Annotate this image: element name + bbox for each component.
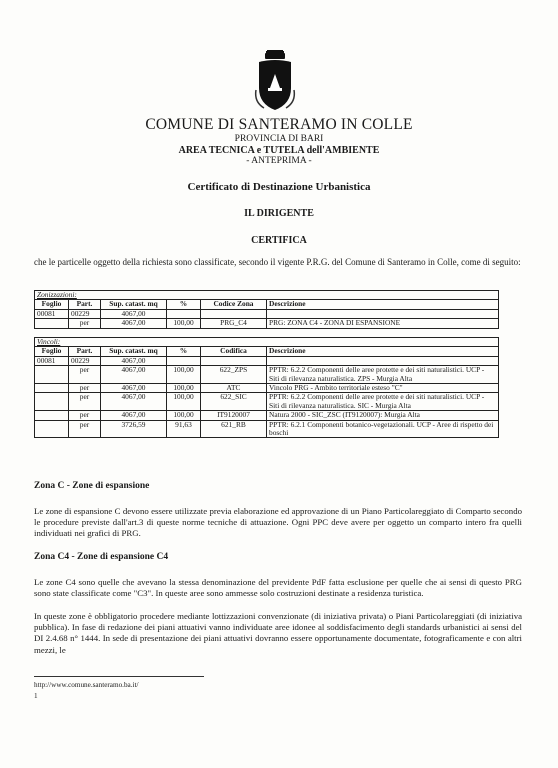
- table-cell: 100,00: [167, 319, 201, 328]
- department-name: AREA TECNICA e TUTELA dell'AMBIENTE: [178, 145, 380, 156]
- certifies-heading: CERTIFICA: [251, 235, 307, 246]
- table-cell: 00229: [69, 309, 101, 318]
- table-cell: [167, 309, 201, 318]
- table-cell: Vincolo PRG - Ambito territoriale esteso "C": [267, 384, 499, 393]
- director-heading: IL DIRIGENTE: [244, 208, 314, 219]
- column-header: Codifica: [201, 347, 267, 356]
- table-cell: 4067,00: [101, 393, 167, 411]
- table-cell: PPTR: 6.2.1 Componenti botanico-vegetazionali. UCP - Aree di rispetto dei boschi: [267, 420, 499, 438]
- table-cell: 00229: [69, 356, 101, 365]
- table-cell: PRG_C4: [201, 319, 267, 328]
- table-row: [35, 384, 499, 393]
- column-header: Codice Zona: [201, 300, 267, 309]
- table-cell: [167, 356, 201, 365]
- province-name: PROVINCIA DI BARI: [234, 134, 324, 144]
- table-cell: [201, 356, 267, 365]
- table-cell: [35, 411, 69, 420]
- table-cell: [35, 319, 69, 328]
- table-cell: [267, 356, 499, 365]
- table-cell: 4067,00: [101, 384, 167, 393]
- column-header: Foglio: [35, 300, 69, 309]
- table-row: [35, 356, 499, 365]
- municipality-title: COMUNE DI SANTERAMO IN COLLE: [145, 116, 413, 133]
- table-cell: 91,63: [167, 420, 201, 438]
- table-cell: [35, 393, 69, 411]
- table-row: [35, 393, 499, 411]
- table-row: [35, 366, 499, 384]
- zone-c4-heading: Zona C4 - Zone di espansione C4: [34, 552, 169, 562]
- column-header: Descrizione: [267, 300, 499, 309]
- constraints-section-label: Vincoli:: [35, 338, 499, 347]
- table-header-row: [35, 347, 499, 356]
- table-row: [35, 319, 499, 328]
- table-cell: per: [69, 393, 101, 411]
- table-cell: 621_RB: [201, 420, 267, 438]
- table-cell: 100,00: [167, 393, 201, 411]
- table-cell: [267, 309, 499, 318]
- table-cell: PPTR: 6.2.2 Componenti delle aree protette e dei siti naturalistici. UCP - Siti di rilevanza naturalistica. SIC - Murgia Alta: [267, 393, 499, 411]
- table-row: [35, 411, 499, 420]
- table-cell: [35, 420, 69, 438]
- zone-c-paragraph: Le zone di espansione C devono essere utilizzate previa elaborazione ed approvazione di un Piano Particolareggiato di Comparto secondo le procedure previste dall'art.3 di queste norme tecniche di attuazione. Ogni PPC deve avere per oggetto un comparto intero fra quelli individuati nei grafici di PRG.: [34, 506, 522, 539]
- table-cell: 100,00: [167, 411, 201, 420]
- column-header: Part.: [69, 300, 101, 309]
- coat-of-arms-icon: [254, 50, 296, 112]
- table-row: [35, 309, 499, 318]
- page-number: 1: [34, 692, 38, 700]
- zone-c4-paragraph-2: In queste zone è obbligatorio procedere mediante lottizzazioni convenzionate (di iniziativa privata) o Piani Particolareggiati (di iniziativa pubblica). In fase di redazione dei piani attuativi vanno individuate aree idonee al soddisfacimento degli standards urbanistici ai sensi del DI 2.4.68 n° 1444. In sede di presentazione dei piani attuativi dovranno essere opportunamente documentate, fotograficamente e con altri mezzi, le: [34, 611, 522, 655]
- table-cell: 4067,00: [101, 356, 167, 365]
- table-row: [35, 420, 499, 438]
- column-header: Part.: [69, 347, 101, 356]
- column-header: %: [167, 300, 201, 309]
- table-cell: per: [69, 420, 101, 438]
- table-cell: [35, 384, 69, 393]
- column-header: Descrizione: [267, 347, 499, 356]
- footer-divider: [34, 676, 204, 677]
- table-cell: 00081: [35, 356, 69, 365]
- table-cell: IT9120007: [201, 411, 267, 420]
- table-cell: [201, 309, 267, 318]
- footer-url[interactable]: http://www.comune.santeramo.ba.it/: [34, 681, 139, 689]
- table-cell: 100,00: [167, 384, 201, 393]
- table-cell: per: [69, 411, 101, 420]
- constraints-table: [34, 337, 499, 438]
- zoning-section-label: Zonizzazioni:: [35, 291, 499, 300]
- table-cell: per: [69, 366, 101, 384]
- table-header-row: [35, 300, 499, 309]
- table-cell: 3726,59: [101, 420, 167, 438]
- table-cell: per: [69, 319, 101, 328]
- table-cell: Natura 2000 - SIC_ZSC (IT9120007): Murgia Alta: [267, 411, 499, 420]
- zoning-table: [34, 290, 499, 329]
- column-header: Sup. catast. mq: [101, 300, 167, 309]
- intro-paragraph: che le particelle oggetto della richiesta sono classificate, secondo il vigente P.R.G. del Comune di Santeramo in Colle, come di seguito:: [34, 257, 521, 267]
- table-cell: 4067,00: [101, 319, 167, 328]
- table-cell: PRG: ZONA C4 - ZONA DI ESPANSIONE: [267, 319, 499, 328]
- table-cell: PPTR: 6.2.2 Componenti delle aree protette e dei siti naturalistici. UCP - Siti di rilevanza naturalistica. ZPS - Murgia Alta: [267, 366, 499, 384]
- table-cell: 4067,00: [101, 366, 167, 384]
- column-header: %: [167, 347, 201, 356]
- column-header: Foglio: [35, 347, 69, 356]
- table-cell: 100,00: [167, 366, 201, 384]
- certificate-title: Certificato di Destinazione Urbanistica: [187, 181, 371, 193]
- column-header: Sup. catast. mq: [101, 347, 167, 356]
- table-cell: 4067,00: [101, 309, 167, 318]
- zone-c-heading: Zona C - Zone di espansione: [34, 481, 150, 491]
- table-cell: per: [69, 384, 101, 393]
- table-cell: 622_SIC: [201, 393, 267, 411]
- table-cell: [35, 366, 69, 384]
- preview-label: - ANTEPRIMA -: [246, 156, 312, 166]
- table-cell: 4067,00: [101, 411, 167, 420]
- zone-c4-paragraph-1: Le zone C4 sono quelle che avevano la stessa denominazione del previdente PdF fatta esclusione per quelle che ai sensi di questo PRG sono state classificate come "C3". In queste aree sono ammesse solo costruzioni destinate a residenza turistica.: [34, 577, 522, 599]
- table-cell: 622_ZPS: [201, 366, 267, 384]
- table-cell: ATC: [201, 384, 267, 393]
- table-cell: 00081: [35, 309, 69, 318]
